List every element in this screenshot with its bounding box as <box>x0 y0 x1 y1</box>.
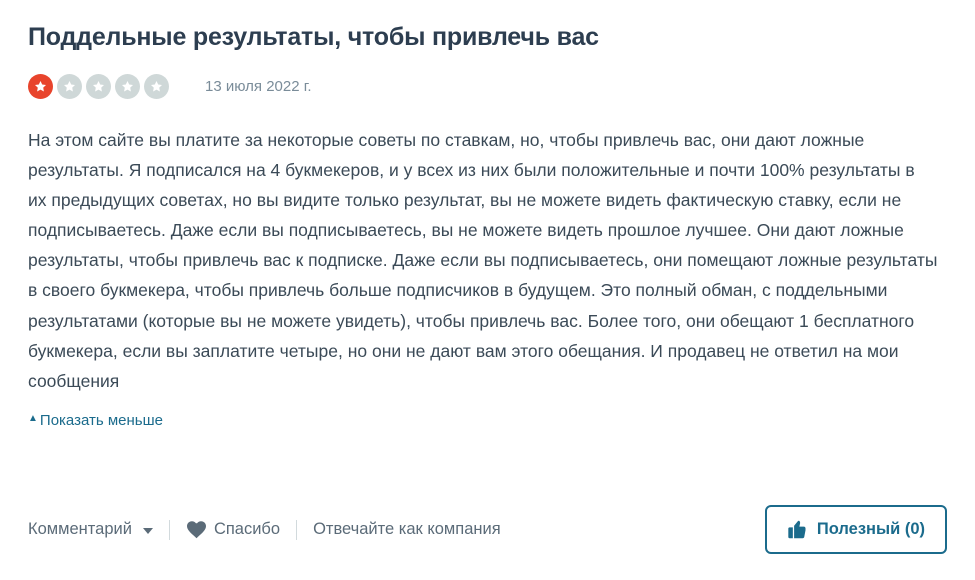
caret-up-icon: ▲ <box>28 413 38 425</box>
star-icon-5 <box>144 74 169 99</box>
show-less-label: Показать меньше <box>39 411 163 429</box>
review-actions <box>28 505 947 554</box>
actions-divider-1 <box>169 520 170 540</box>
review-date: 13 июля 2022 г. <box>205 78 312 95</box>
useful-button[interactable] <box>765 505 947 554</box>
useful-label: Полезный (0) <box>816 520 925 539</box>
thumbs-up-icon <box>787 520 807 539</box>
comment-label: Комментарий <box>28 520 132 538</box>
reply-as-company-button[interactable] <box>313 520 501 539</box>
star-icon-4 <box>115 74 140 99</box>
page-title: Поддельные результаты, чтобы привлечь вас <box>28 23 599 51</box>
thanks-button[interactable] <box>186 520 280 539</box>
comment-button[interactable] <box>28 520 153 539</box>
heart-icon <box>186 520 207 539</box>
star-icon-3 <box>86 74 111 99</box>
actions-divider-2 <box>296 520 297 540</box>
rating-stars <box>28 74 169 99</box>
star-icon-2 <box>57 74 82 99</box>
review-body: На этом сайте вы платите за некоторые советы по ставкам, но, чтобы привлечь вас, они дают ложные результаты. Я подписался на 4 букмекеров, и у всех из них были положительные и почти 100% результаты в их предыдущих советах, но вы видите только результат, вы не можете видеть фактическую ставку, если не подписываетесь. Даже если вы подписываетесь, вы не можете видеть прошлое лучшее. Они дают ложные результаты, чтобы привлечь вас к подписке. Даже если вы подписываетесь, они помещают ложные результаты в своего букмекера, чтобы привлечь больше подписчиков в будущем. Это полный обман, с поддельными результатами (которые вы не можете увидеть), чтобы привлечь вас. Более того, они обещают 1 бесплатного букмекера, если вы заплатите четыре, но они не дают вам этого обещания. И продавец не ответил на мои сообщения <box>28 130 938 391</box>
review-actions-left <box>28 520 501 540</box>
reply-as-company-label: Отвечайте как компания <box>313 520 501 538</box>
review-meta <box>28 74 947 99</box>
star-icon-1 <box>28 74 53 99</box>
thanks-label: Спасибо <box>213 520 281 538</box>
show-less-toggle[interactable] <box>28 412 163 429</box>
chevron-down-icon <box>143 528 153 534</box>
